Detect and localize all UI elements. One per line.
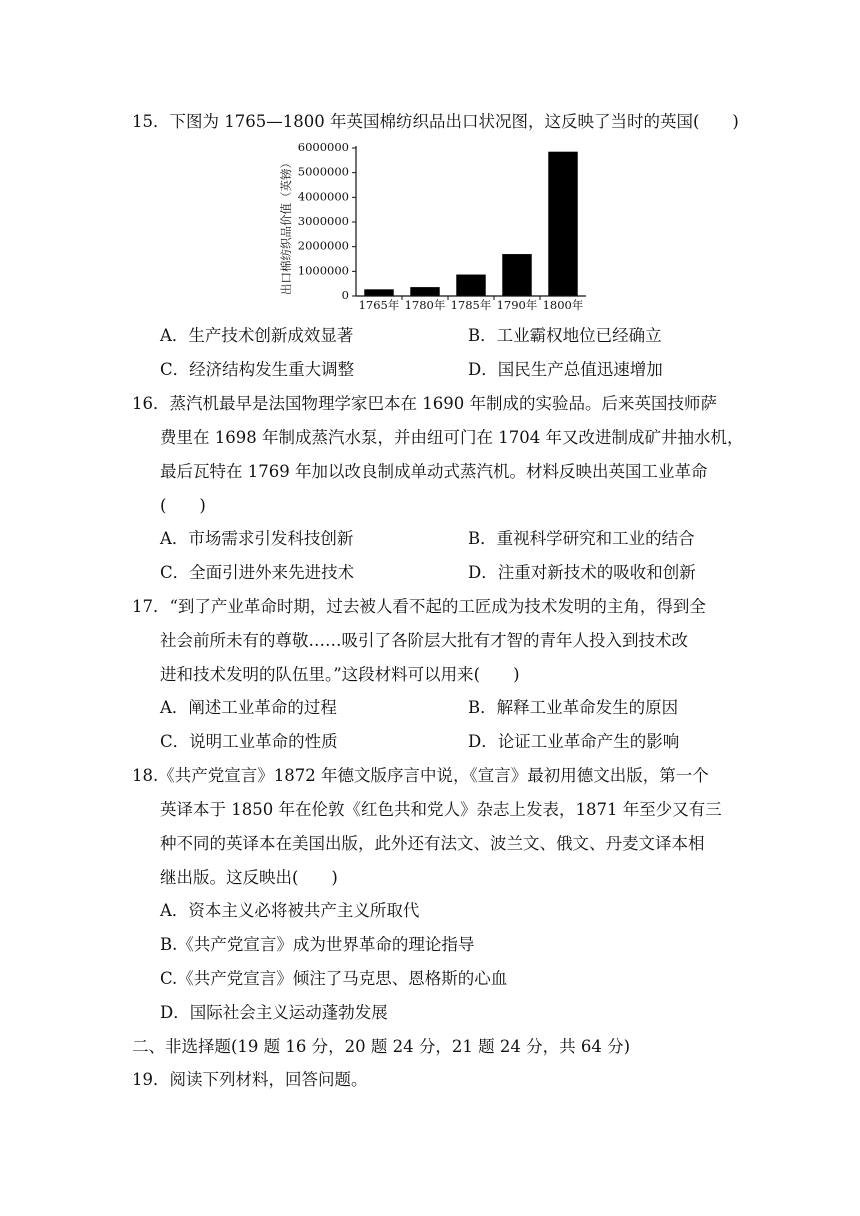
q16-option-d[interactable]: D．注重对新技术的吸收和创新	[468, 563, 696, 582]
q18-option-c[interactable]: C.《共产党宣言》倾注了马克思、恩格斯的心血	[160, 969, 508, 988]
chart-svg	[270, 138, 600, 320]
q18-stem-line2: 英译本于 1850 年在伦敦《红色共和党人》杂志上发表，1871 年至少又有三	[160, 800, 722, 819]
q15-option-d[interactable]: D．国民生产总值迅速增加	[468, 360, 663, 379]
chart-bar	[548, 152, 577, 296]
section2-heading: 二、非选择题(19 题 16 分，20 题 24 分，21 题 24 分，共 64 分)	[132, 1037, 631, 1056]
chart-bar	[364, 289, 393, 296]
q15-options-row1	[0, 319, 860, 353]
chart-bars	[364, 152, 577, 296]
q17-stem-line1: 17．“到了产业革命时期，过去被人看不起的工匠成为技术发明的主角，得到全	[132, 597, 706, 616]
q15-stem: 15．下图为 1765—1800 年英国棉纺织品出口状况图，这反映了当时的英国( )	[132, 112, 739, 131]
q18-option-a[interactable]: A．资本主义必将被共产主义所取代	[160, 901, 420, 920]
chart-ytick-label: 4000000	[297, 189, 349, 204]
q16-stem-line1: 16．蒸汽机最早是法国物理学家巴本在 1690 年制成的实验品。后来英国技师萨	[132, 394, 717, 413]
q16-option-a[interactable]: A．市场需求引发科技创新	[160, 529, 354, 548]
q18-stem-line3: 种不同的英译本在美国出版，此外还有法文、波兰文、俄文、丹麦文译本相	[160, 834, 705, 853]
q16-option-b[interactable]: B．重视科学研究和工业的结合	[468, 529, 695, 548]
chart-ytick-label: 6000000	[297, 140, 349, 154]
q18-stem-line4: 继出版。这反映出( )	[160, 868, 338, 887]
q15-options-row2	[0, 353, 860, 387]
q16-stem-line3: 最后瓦特在 1769 年加以改良制成单动式蒸汽机。材料反映出英国工业革命	[160, 462, 708, 481]
chart-ytick-label: 3000000	[297, 214, 349, 228]
chart-xticks	[359, 296, 584, 312]
chart-xtick-label: 1800年	[542, 298, 584, 312]
chart-ytick-label: 0	[341, 288, 349, 302]
chart-xtick-label: 1785年	[450, 298, 492, 312]
q15-option-a[interactable]: A．生产技术创新成效显著	[160, 326, 354, 345]
chart-ytick-label: 1000000	[297, 263, 349, 278]
q16-option-c[interactable]: C．全面引进外来先进技术	[160, 563, 355, 582]
chart-bar	[410, 287, 439, 296]
q15-option-c[interactable]: C．经济结构发生重大调整	[160, 360, 355, 379]
q18-stem-line1: 18.《共产党宣言》1872 年德文版序言中说，《宣言》最初用德文出版，第一个	[132, 766, 709, 785]
q15-option-b[interactable]: B．工业霸权地位已经确立	[468, 326, 662, 345]
q18-option-d[interactable]: D．国际社会主义运动蓬勃发展	[160, 1003, 388, 1022]
q17-stem-line3: 进和技术发明的队伍里。”这段材料可以用来( )	[160, 665, 520, 684]
q17-options-row1	[0, 691, 860, 725]
chart-xtick-label: 1790年	[496, 298, 538, 312]
chart-ytick-label: 5000000	[297, 164, 349, 179]
chart-xtick-label: 1765年	[358, 298, 400, 312]
chart-xtick-label: 1780年	[404, 298, 446, 312]
chart-ytick-label: 2000000	[297, 238, 349, 253]
q17-option-c[interactable]: C．说明工业革命的性质	[160, 732, 338, 751]
q16-options-row1	[0, 522, 860, 556]
chart-ylabel: 出口棉纺织品价值（英镑）	[279, 157, 293, 295]
q18-option-b[interactable]: B.《共产党宣言》成为世界革命的理论指导	[160, 935, 475, 954]
chart-yticks	[298, 140, 356, 302]
q15-export-chart	[270, 138, 600, 320]
q17-option-d[interactable]: D．论证工业革命产生的影响	[468, 732, 680, 751]
chart-bar	[456, 275, 485, 296]
q19-stem: 19．阅读下列材料，回答问题。	[132, 1070, 368, 1089]
chart-bar	[502, 254, 531, 296]
q16-stem-line4: ( )	[160, 496, 206, 515]
q17-option-a[interactable]: A．阐述工业革命的过程	[160, 698, 337, 717]
q17-options-row2	[0, 725, 860, 759]
q17-option-b[interactable]: B．解释工业革命发生的原因	[468, 698, 679, 717]
q16-options-row2	[0, 556, 860, 590]
q16-stem-line2: 费里在 1698 年制成蒸汽水泵，并由纽可门在 1704 年又改进制成矿井抽水机，	[160, 428, 744, 447]
q17-stem-line2: 社会前所未有的尊敬……吸引了各阶层大批有才智的青年人投入到技术改	[160, 631, 688, 650]
